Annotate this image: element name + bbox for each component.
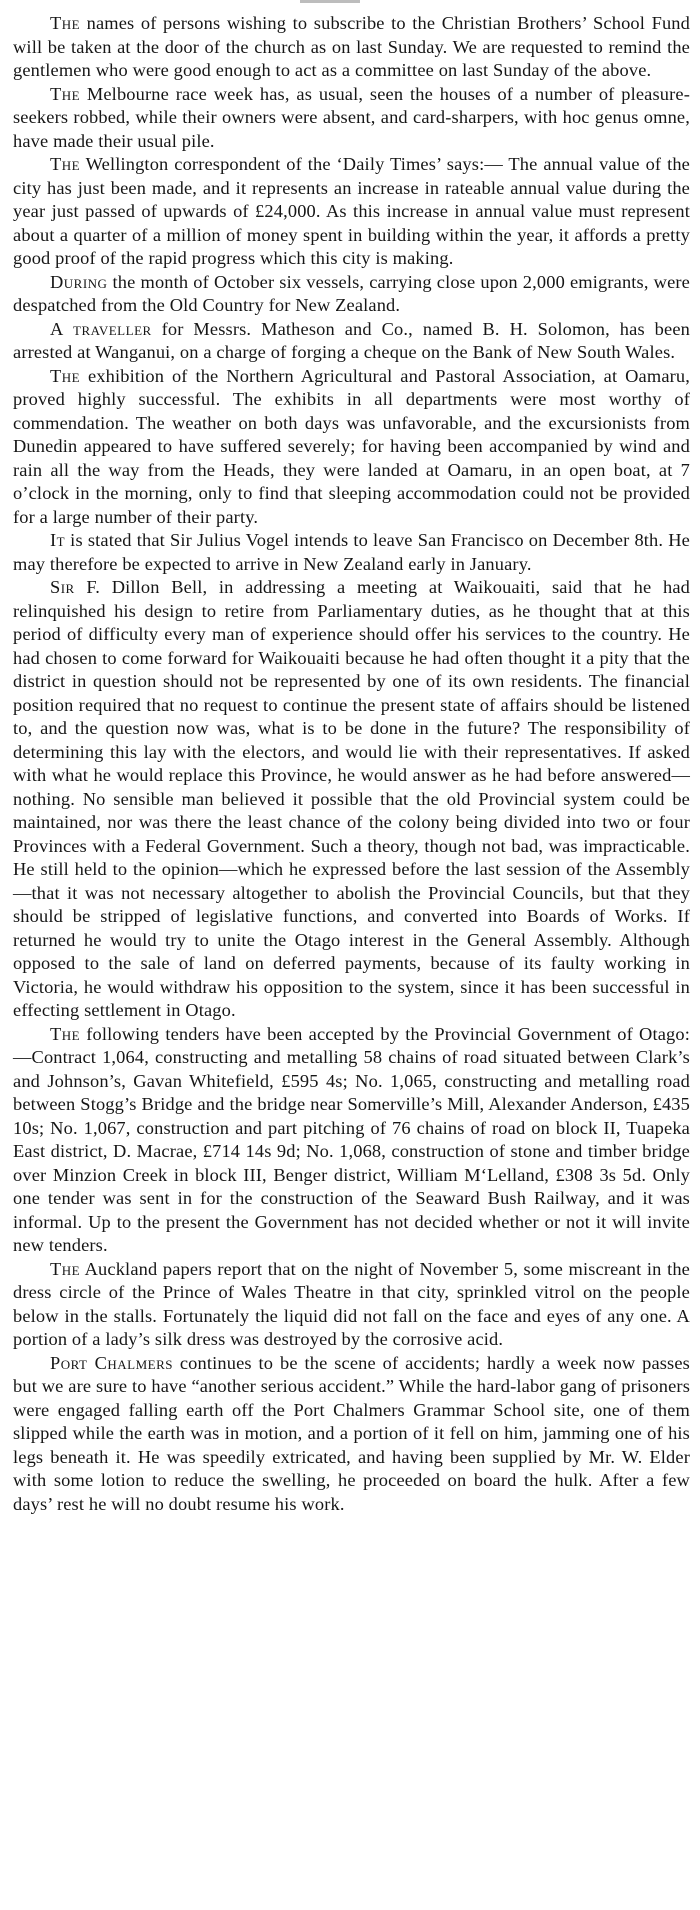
paragraph-text: Auckland papers report that on the night of November 5, some miscreant in the dress circle of the Prince of Wales Theatre in that city, sprinkled vitrol on the people below in the stalls. Fortunately the liquid did not fall on the face and eyes of any one. A portion of a lady’s silk dress was destroyed by the corrosive acid.: [13, 1258, 690, 1349]
paragraph-text: exhibition of the Northern Agricultural and Pastoral Association, at Oamaru, proved highly successful. The exhibits in all departments were most worthy of commendation. The weather on both days was unfavorable, and the excursionists from Dunedin appeared to have suffered severely; for having been accompanied by wind and rain all the way from the Heads, they were landed at Oamaru, in an open boat, at 7 o’clock in the morning, only to find that sleeping accommodation could not be provided for a large number of their party.: [13, 365, 690, 527]
paragraph-text: the month of October six vessels, carrying close upon 2,000 emigrants, were despatched from the Old Country for New Zealand.: [13, 271, 690, 315]
paragraph-lead: The: [50, 1023, 81, 1044]
paragraph-tenders: [13, 1023, 690, 1258]
paragraph-melbourne-race: [13, 83, 690, 154]
paragraph-lead: Sir: [50, 577, 75, 597]
paragraph-text: names of persons wishing to subscribe to the Christian Brothers’ School Fund will be taken at the door of the church as on last Sunday. We are requested to remind the gentlemen who were good enough to act as a committee on last Sunday of the above.: [13, 13, 690, 80]
paragraph-emigrants: [13, 271, 690, 318]
paragraph-lead: The: [50, 154, 81, 174]
paragraph-julius-vogel: [13, 529, 690, 576]
paragraph-christian-brothers: [13, 12, 690, 83]
paragraph-lead: It: [50, 530, 66, 550]
paragraph-lead: The: [50, 13, 81, 33]
paragraph-text: for Messrs. Matheson and Co., named B. H. Solomon, has been arrested at Wanganui, on a charge of forging a cheque on the Bank of New South Wales.: [13, 318, 691, 362]
paragraph-text: is stated that Sir Julius Vogel intends to leave San Francisco on December 8th. He may therefore be expected to arrive in New Zealand early in January.: [13, 530, 690, 574]
news-column: [13, 12, 690, 1516]
paragraph-text: Melbourne race week has, as usual, seen the houses of a number of pleasure-seekers robbed, while their owners were absent, and card-sharpers, with hoc genus omne, have made their usual pile.: [13, 83, 690, 151]
paragraph-wellington: [13, 153, 690, 271]
paragraph-lead: During: [50, 271, 108, 292]
paragraph-text: F. Dillon Bell, in addressing a meeting at Waikouaiti, said that he had relinquished his design to retire from Parliamentary duties, as he thought that at this period of difficulty every man of experience should offer his services to the country. He had chosen to come forward for Waikouaiti because he had often thought it a pity that the district in question should not be represented by one of its own residents. The financial position required that no request to continue the present state of affairs should be listened to, and the question now was, what is to be done in the future? The responsibility of determining this lay with the electors, and would lie with their representatives. If asked with what he would replace this Province, he would answer as he had before answered— nothing. No sensible man believed it possible that the old Provincial system could be maintained, nor was there the least chance of the colony being divided into two or four Provinces with a Federal Government. Such a theory, though not bad, was impracticable. He still held to the opinion—which he expressed before the last session of the Assembly—that it was not necessary altogether to abolish the Provincial Councils, but that they should be stripped of legislative functions, and converted into Boards of Works. If returned he would try to unite the Otago interest in the General Assembly. Although opposed to the sale of land on deferred payments, because of its faulty working in Victoria, he would withdraw his opposition to the system, since it has been successful in effecting settlement in Otago.: [13, 577, 690, 1020]
paragraph-text: Wellington correspondent of the ‘Daily Times’ says:— The annual value of the city has just been made, and it represents an increase in rateable annual value during the year just passed of upwards of £24,000. As this increase in annual value must represent about a quarter of a million of money spent in building within the year, it affords a pretty good proof of the rapid progress which this city is making.: [13, 154, 690, 268]
paragraph-text: continues to be the scene of accidents; hardly a week now passes but we are sure to have “another serious accident.” While the hard-labor gang of prisoners were engaged falling earth off the Port Chalmers Grammar School site, one of them slipped while the earth was in motion, and a portion of it fell on him, jamming one of his legs beneath it. He was speedily extricated, and having been supplied by Mr. W. Elder with some lotion to reduce the swelling, he proceeded on board the hulk. After a few days’ rest he will no doubt resume his work.: [13, 1352, 690, 1514]
paragraph-port-chalmers: [13, 1352, 690, 1517]
paragraph-lead: A traveller: [50, 318, 152, 339]
paragraph-lead: The: [50, 1258, 81, 1279]
paragraph-auckland-theatre: [13, 1258, 690, 1352]
paragraph-text: following tenders have been accepted by the Provincial Government of Otago:—Contract 1,064, constructing and metalling 58 chains of road situated between Clark’s and Johnson’s, Gavan Whitefield, £595 4s; No. 1,065, constructing and metalling road between Stogg’s Bridge and the bridge near Somerville’s Mill, Alexander Anderson, £435 10s; No. 1,067, construction and part pitching of 76 chains of road on block II, Tuapeka East district, D. Macrae, £714 14s 9d; No. 1,068, construction of stone and timber bridge over Minzion Creek in block III, Benger district, William M‘Lelland, £308 3s 5d. Only one tender was sent in for the construction of the Seaward Bush Railway, and it was informal. Up to the present the Government has not decided whether or not it will invite new tenders.: [13, 1023, 690, 1255]
top-rule: [300, 0, 360, 3]
paragraph-lead: The: [50, 365, 81, 386]
paragraph-traveller-arrest: [13, 318, 690, 365]
paragraph-dillon-bell: [13, 576, 690, 1023]
paragraph-oamaru-exhibition: [13, 365, 690, 530]
paragraph-lead: The: [50, 83, 81, 104]
paragraph-lead: Port Chalmers: [50, 1352, 174, 1373]
